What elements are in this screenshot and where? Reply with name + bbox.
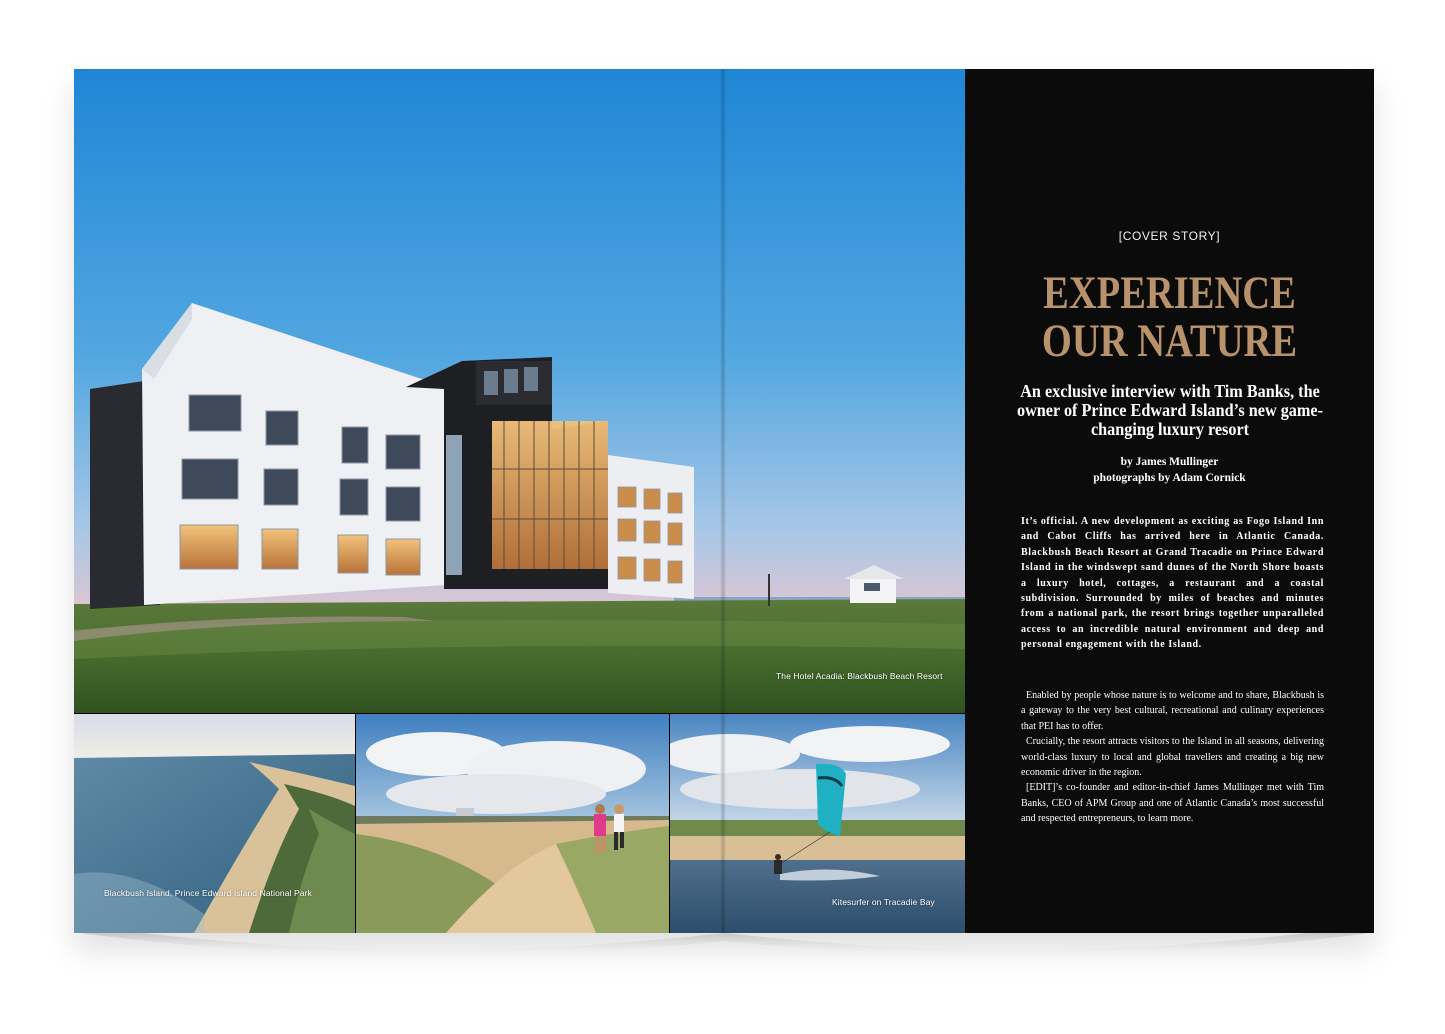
- byline: by James Mullinger: [1120, 456, 1219, 468]
- body-paragraph: [EDIT]’s co-founder and editor-in-chief James Mullinger met with Tim Banks, CEO of APM Group and one of Atlantic Canada’s most successful and respected entrepreneurs, to learn more.: [1021, 782, 1324, 825]
- body-paragraph: Enabled by people whose nature is to welcome and to share, Blackbush is a gateway to the very best cultural, recreational and culinary experiences that PEI has to offer.: [1021, 690, 1324, 732]
- headline: [1002, 269, 1337, 365]
- dunes-photo: [356, 714, 669, 933]
- article-panel: [965, 69, 1374, 933]
- beach-photo: [74, 714, 355, 933]
- lede-paragraph: It’s official. A new development as exciting as Fogo Island Inn and Cabot Cliffs has arrived here in Atlantic Canada. Blackbush Beach Resort at Grand Tracadie on Prince Edward Island in the windswept sand dunes of the North Shore boasts a luxury hotel, cottages, a restaurant and a coastal subdivision. Surrounded by miles of beaches and minutes from a national park, the resort brings together unparalleled access to an incredible natural environment and deep and personal engagement with the Island.: [1021, 516, 1324, 651]
- photo-credit: photographs by Adam Cornick: [1093, 472, 1246, 484]
- hero-photo: [74, 69, 965, 713]
- dek: An exclusive interview with Tim Banks, the owner of Prince Edward Island’s new game-changing luxury resort: [1017, 381, 1323, 439]
- section-kicker: [COVER STORY]: [1118, 229, 1221, 243]
- headline-line-1: EXPERIENCE: [1043, 267, 1296, 319]
- article-body: [1021, 688, 1324, 827]
- beach-caption: Blackbush Island, Prince Edward Island National Park: [104, 888, 312, 898]
- byline-block: [965, 454, 1374, 486]
- headline-line-2: OUR NATURE: [1041, 315, 1298, 367]
- hero-caption: The Hotel Acadia: Blackbush Beach Resort: [776, 671, 943, 681]
- kitesurfer-caption: Kitesurfer on Tracadie Bay: [832, 897, 935, 907]
- body-paragraph: Crucially, the resort attracts visitors to the Island in all seasons, delivering world-class luxury to local and global travellers and creating a big new economic driver in the region.: [1021, 736, 1324, 779]
